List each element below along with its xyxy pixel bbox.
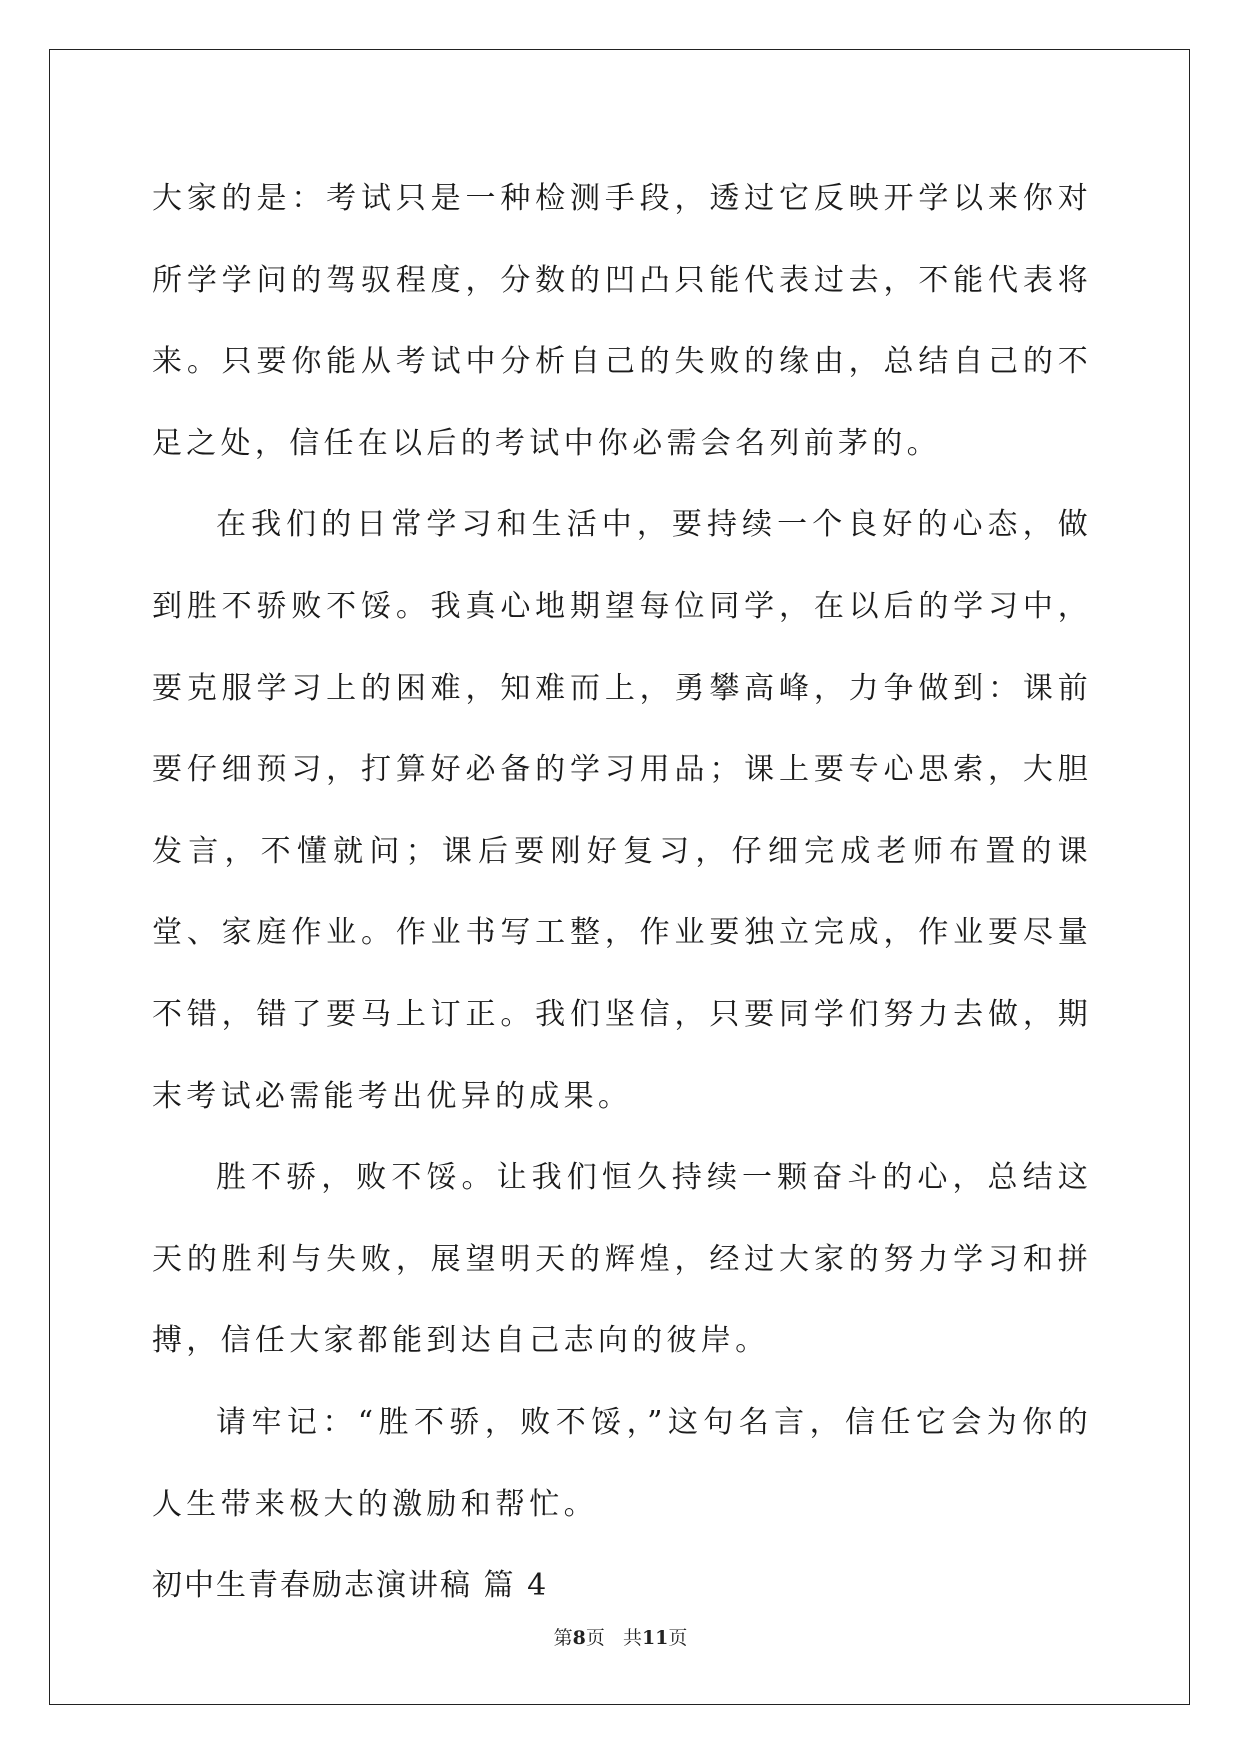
section-heading: 初中生青春励志演讲稿 篇 4 (152, 1568, 549, 1604)
paragraph-4: 请牢记：“胜不骄，败不馁，”这句名言，信任它会为你的人生带来极大的激励和帮忙。 (152, 1404, 1092, 1522)
footer-suffix: 页 (668, 1627, 688, 1649)
current-page-number: 8 (572, 1627, 586, 1649)
page-footer (0, 1623, 1241, 1650)
paragraph-2: 在我们的日常学习和生活中，要持续一个良好的心态，做到胜不骄败不馁。我真心地期望每位同学，在以后的学习中，要克服学习上的困难，知难而上，勇攀高峰，力争做到：课前要仔细预习，打算好必备的学习用品；课上要专心思索，大胆发言，不懂就问；课后要刚好复习，仔细完成老师布置的课堂、家庭作业。作业书写工整，作业要独立完成，作业要尽量不错，错了要马上订正。我们坚信，只要同学们努力去做，期末考试必需能考出优异的成果。 (152, 507, 1092, 1114)
footer-prefix: 第 (553, 1627, 573, 1649)
document-body (152, 158, 1092, 1627)
paragraph-1: 大家的是：考试只是一种检测手段，透过它反映开学以来你对所学学问的驾驭程度，分数的凹凸只能代表过去，不能代表将来。只要你能从考试中分析自己的失败的缘由，总结自己的不足之处，信任在以后的考试中你必需会名列前茅的。 (152, 181, 1092, 461)
paragraph-3: 胜不骄，败不馁。让我们恒久持续一颗奋斗的心，总结这天的胜利与失败，展望明天的辉煌，经过大家的努力学习和拼搏，信任大家都能到达自己志向的彼岸。 (152, 1160, 1092, 1359)
total-pages-number: 11 (641, 1627, 669, 1649)
footer-middle: 页 共 (585, 1627, 642, 1649)
